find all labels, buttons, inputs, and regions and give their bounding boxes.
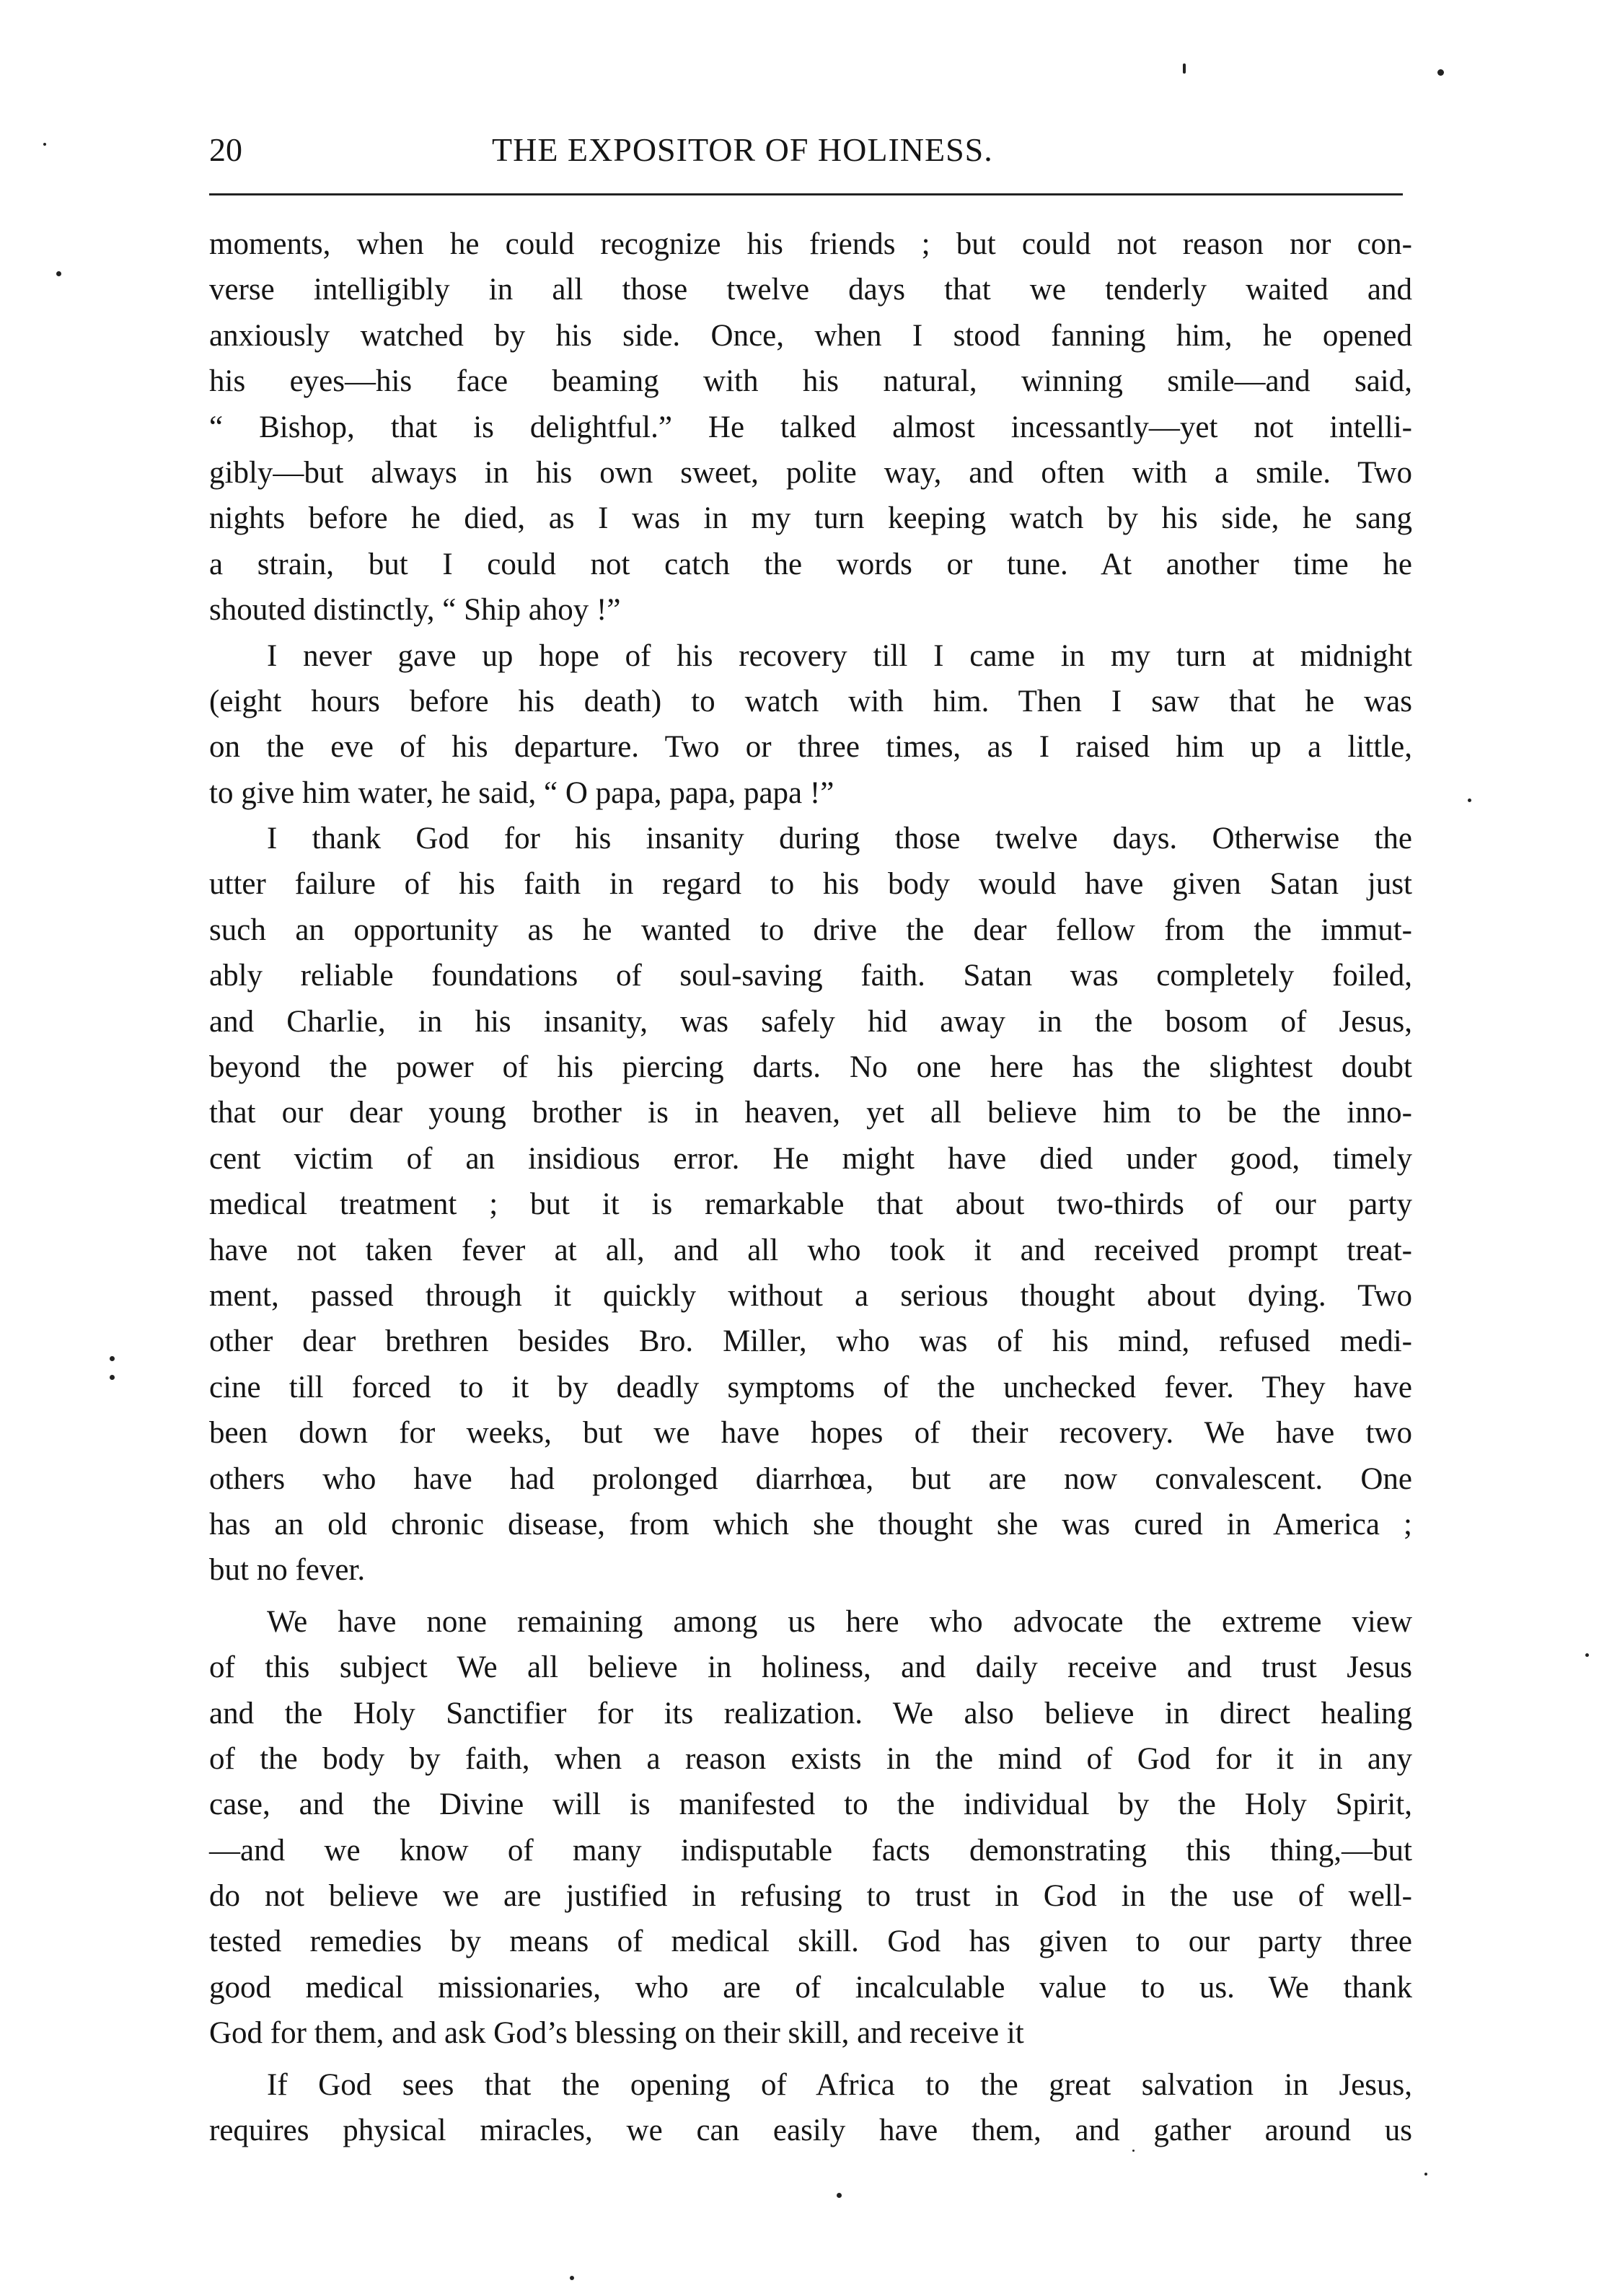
text-line: but no fever. bbox=[209, 1553, 366, 1588]
text-line: on the eve of his departure. Two or three times, as I raised him up a little, bbox=[209, 730, 1412, 765]
scan-speck bbox=[110, 1356, 115, 1361]
text-line: do not believe we are justified in refusing to trust in God in the use of well- bbox=[209, 1879, 1412, 1914]
text-line: utter failure of his faith in regard to his body would have given Satan just bbox=[209, 867, 1412, 902]
page-header bbox=[209, 128, 1403, 179]
text-line: I thank God for his insanity during those twelve days. Otherwise the bbox=[267, 822, 1412, 856]
paragraph bbox=[209, 633, 1412, 817]
header-rule bbox=[209, 193, 1403, 195]
scan-speck bbox=[110, 1375, 115, 1380]
text-line: been down for weeks, but we have hopes of their recovery. We have two bbox=[209, 1416, 1412, 1451]
text-line: shouted distinctly, “ Ship ahoy !” bbox=[209, 593, 621, 628]
text-line: that our dear young brother is in heaven, yet all believe him to be the inno- bbox=[209, 1096, 1412, 1130]
text-line: a strain, but I could not catch the words or tune. At another time he bbox=[209, 547, 1412, 581]
paragraph bbox=[209, 816, 1412, 1593]
paragraph-gap bbox=[209, 2057, 1412, 2062]
paragraph bbox=[209, 1599, 1412, 2057]
text-line: cent victim of an insidious error. He might have died under good, timely bbox=[209, 1141, 1412, 1176]
scan-speck bbox=[1468, 799, 1471, 802]
text-line: ment, passed through it quickly without a serious thought about dying. Two bbox=[209, 1278, 1412, 1313]
text-line: medical treatment ; but it is remarkable that about two-thirds of our party bbox=[209, 1187, 1412, 1222]
scan-speck bbox=[1437, 69, 1444, 76]
scan-speck bbox=[570, 2276, 574, 2280]
text-line: nights before he died, as I was in my turn keeping watch by his side, he sang bbox=[209, 501, 1412, 536]
text-line: beyond the power of his piercing darts. No one here has the slightest doubt bbox=[209, 1050, 1412, 1085]
text-line: case, and the Divine will is manifested to the individual by the Holy Spirit, bbox=[209, 1787, 1412, 1822]
page-number: 20 bbox=[209, 131, 242, 168]
text-line: and Charlie, in his insanity, was safely hid away in the bosom of Jesus, bbox=[209, 1004, 1412, 1039]
text-line: gibly—but always in his own sweet, polite way, and often with a smile. Two bbox=[209, 455, 1412, 490]
text-line: and the Holy Sanctifier for its realization. We also believe in direct healing bbox=[209, 1696, 1412, 1730]
paragraph bbox=[209, 221, 1412, 633]
text-line: I never gave up hope of his recovery till I came in my turn at midnight bbox=[267, 638, 1412, 673]
text-line: has an old chronic disease, from which she thought she was cured in America ; bbox=[209, 1507, 1412, 1541]
scan-speck bbox=[1132, 2150, 1135, 2152]
text-line: of the body by faith, when a reason exists in the mind of God for it in any bbox=[209, 1741, 1412, 1776]
text-line: other dear brethren besides Bro. Miller, who was of his mind, refused medi- bbox=[209, 1324, 1412, 1359]
scan-speck bbox=[1183, 63, 1186, 74]
text-line: others who have had prolonged diarrhœa, but are now convalescent. One bbox=[209, 1461, 1412, 1496]
scan-speck bbox=[56, 271, 61, 276]
text-line: verse intelligibly in all those twelve days that we tenderly waited and bbox=[209, 273, 1412, 307]
text-line: (eight hours before his death) to watch with him. Then I saw that he was bbox=[209, 684, 1412, 718]
text-line: have not taken fever at all, and all who took it and received prompt treat- bbox=[209, 1233, 1412, 1267]
paragraph-gap bbox=[209, 1593, 1412, 1599]
text-line: “ Bishop, that is delightful.” He talked almost incessantly—yet not intelli- bbox=[209, 410, 1412, 444]
scan-speck bbox=[837, 2193, 842, 2198]
text-line: of this subject We all believe in holiness, and daily receive and trust Jesus bbox=[209, 1650, 1412, 1685]
text-line: God for them, and ask God’s blessing on their skill, and receive it bbox=[209, 2016, 1024, 2051]
running-title: THE EXPOSITOR OF HOLINESS. bbox=[492, 131, 993, 168]
text-line: tested remedies by means of medical skill. God has given to our party three bbox=[209, 1925, 1412, 1959]
scan-speck bbox=[1585, 1653, 1589, 1657]
text-line: —and we know of many indisputable facts demonstrating this thing,—but bbox=[209, 1833, 1412, 1868]
text-line: good medical missionaries, who are of incalculable value to us. We thank bbox=[209, 1970, 1412, 2005]
text-line: anxiously watched by his side. Once, when I stood fanning him, he opened bbox=[209, 318, 1412, 353]
text-line: to give him water, he said, “ O papa, papa, papa !” bbox=[209, 775, 834, 810]
text-line: such an opportunity as he wanted to drive the dear fellow from the immut- bbox=[209, 912, 1412, 947]
text-line: We have none remaining among us here who advocate the extreme view bbox=[267, 1604, 1412, 1639]
text-line: If God sees that the opening of Africa to the great salvation in Jesus, bbox=[267, 2067, 1412, 2102]
text-line: requires physical miracles, we can easily have them, and gather around us bbox=[209, 2114, 1412, 2148]
text-line: his eyes—his face beaming with his natural, winning smile—and said, bbox=[209, 364, 1412, 399]
scan-speck bbox=[1424, 2173, 1427, 2176]
scan-speck bbox=[43, 143, 46, 146]
text-line: ably reliable foundations of soul-saving faith. Satan was completely foiled, bbox=[209, 959, 1412, 993]
body-text bbox=[209, 221, 1412, 2153]
text-line: moments, when he could recognize his friends ; but could not reason nor con- bbox=[209, 227, 1412, 261]
paragraph bbox=[209, 2062, 1412, 2154]
text-line: cine till forced to it by deadly symptoms of the unchecked fever. They have bbox=[209, 1370, 1412, 1404]
